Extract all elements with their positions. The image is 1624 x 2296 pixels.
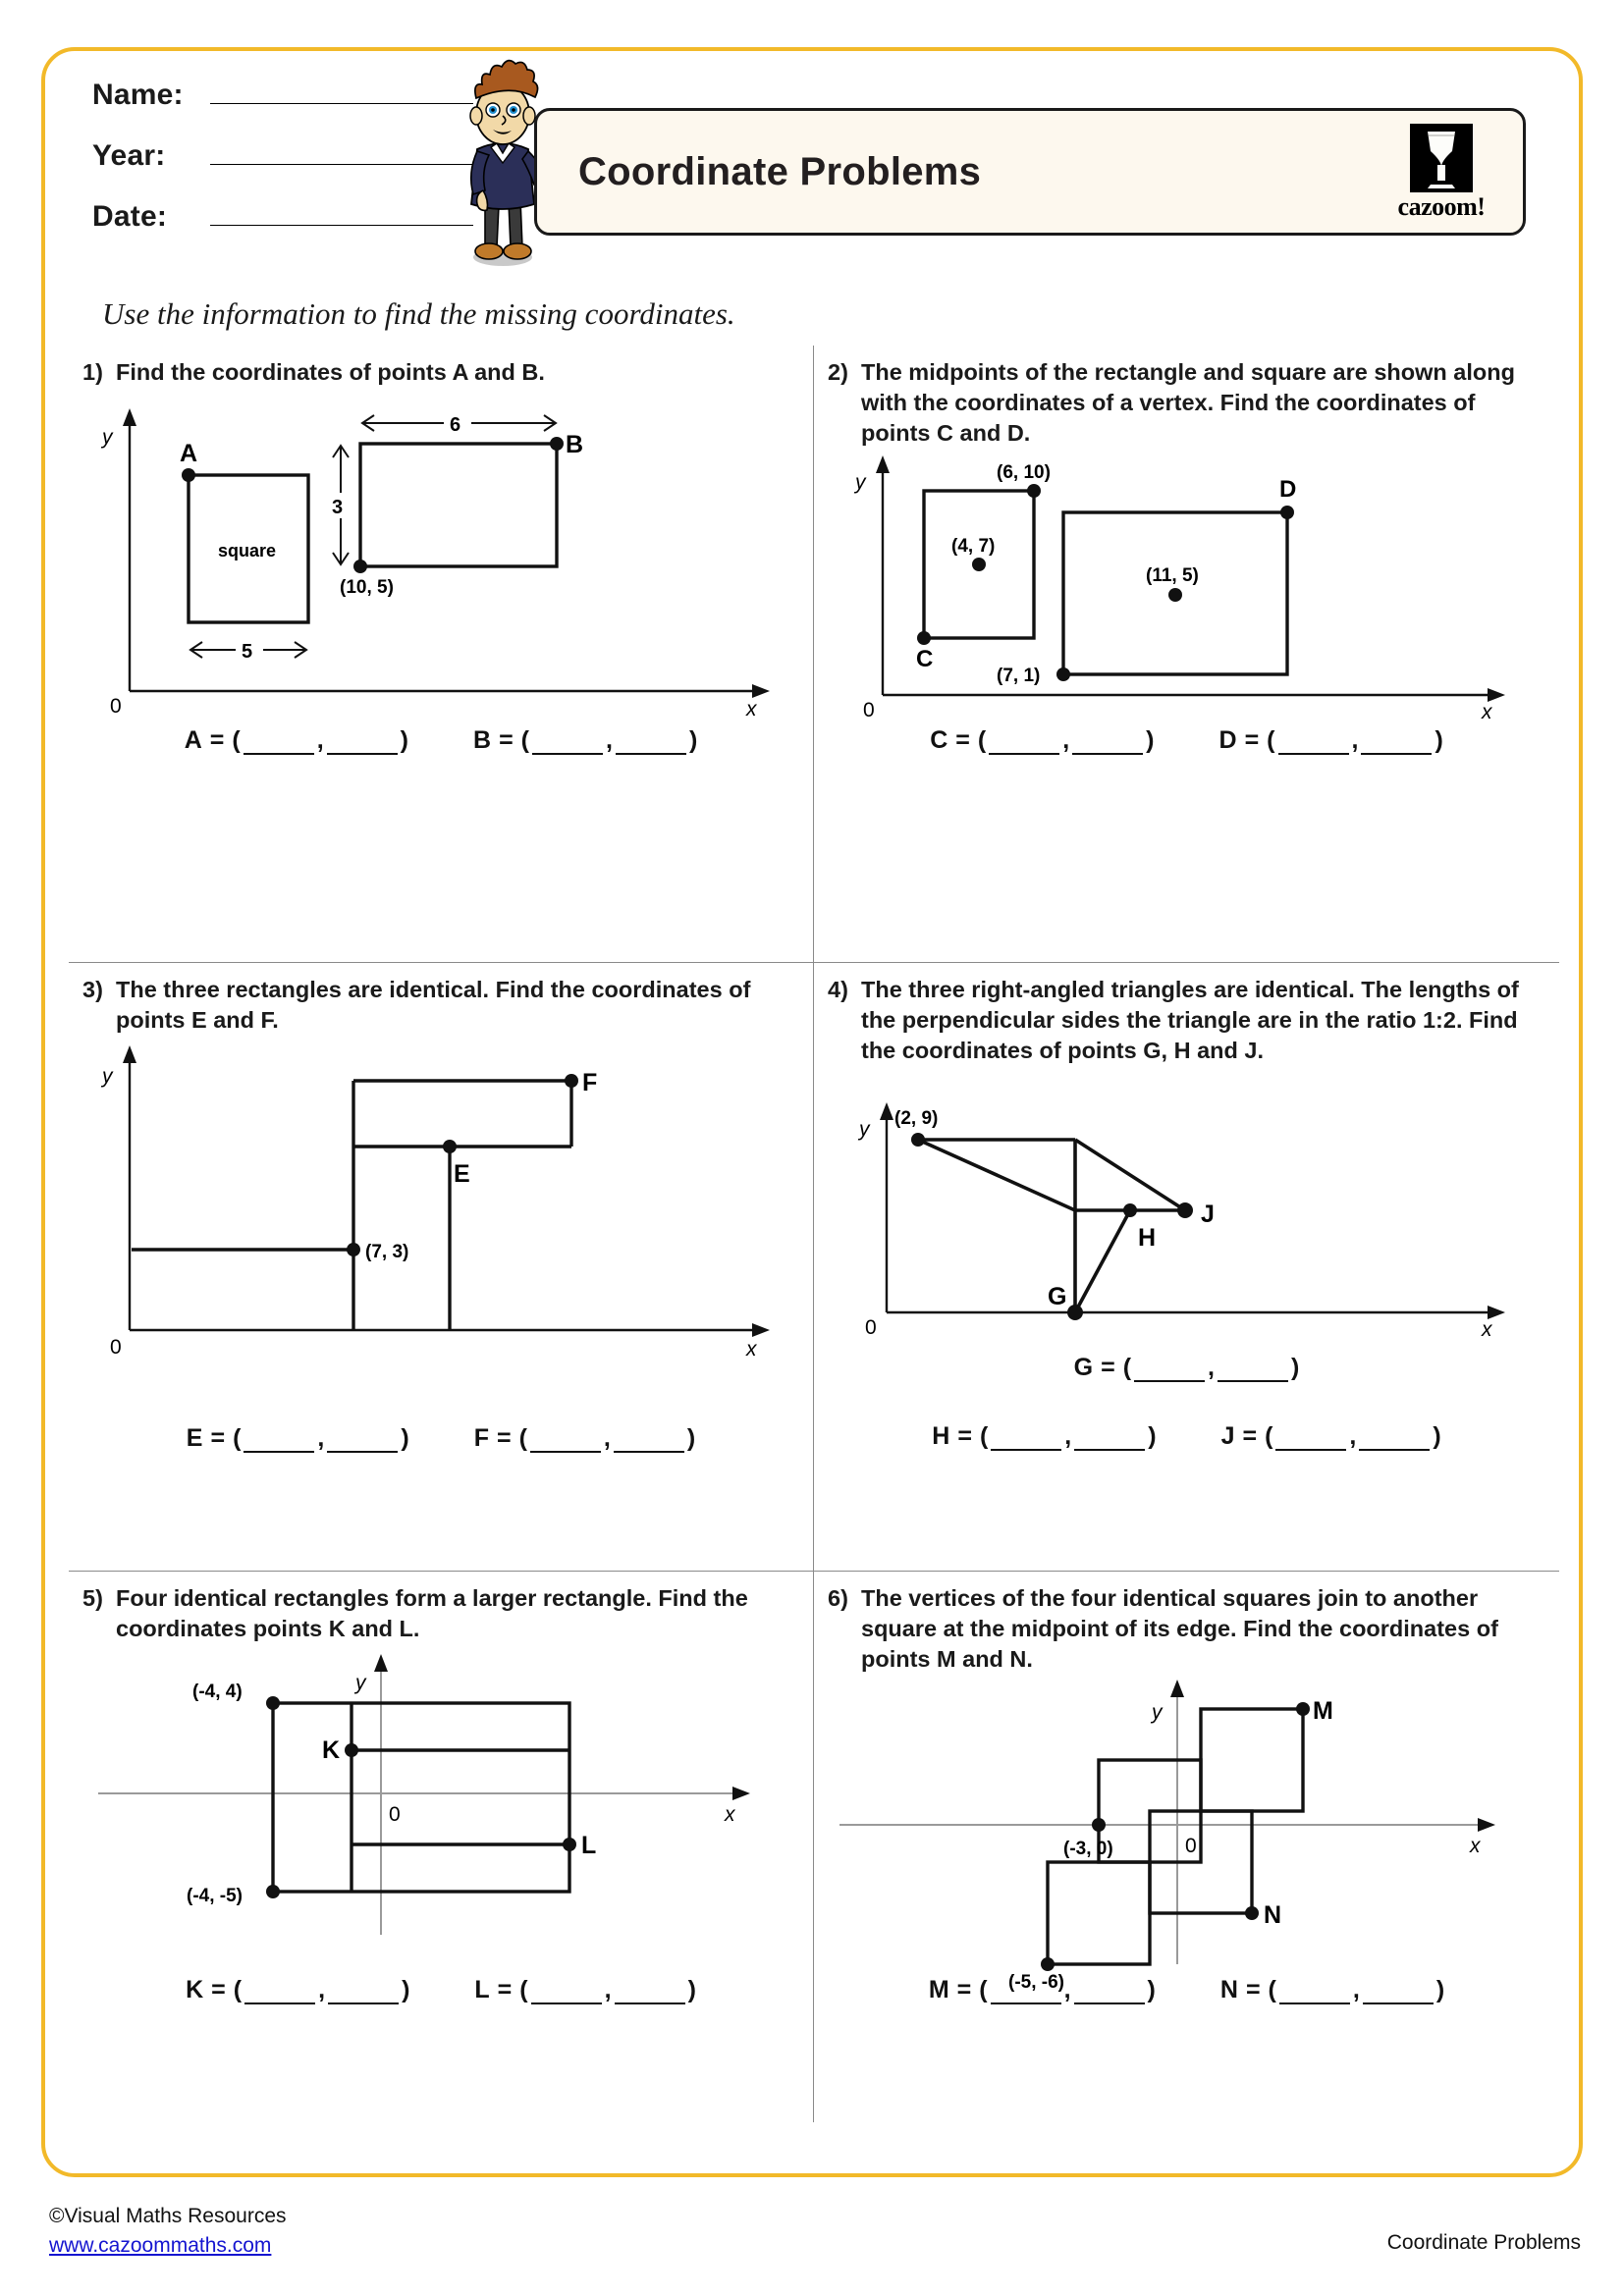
cazoom-logo-text: cazoom! [1397, 192, 1486, 221]
answer-j-label: J [1220, 1422, 1235, 1450]
answer-g-equals: = [1101, 1354, 1115, 1381]
answer-f-equals: = [496, 1424, 512, 1452]
answer-d-label: D [1218, 726, 1237, 754]
question-6-number: 6) [828, 1585, 848, 1611]
q2-point-d-label: D [1279, 476, 1297, 503]
answer-f[interactable]: F = ( , ) [473, 1424, 696, 1452]
q1-dim-5: 5 [242, 641, 253, 663]
question-2-number: 2) [828, 359, 848, 385]
answer-j[interactable]: J = ( , ) [1220, 1422, 1441, 1450]
answer-b-x-blank[interactable] [532, 733, 603, 755]
answer-e-x-blank[interactable] [244, 1431, 314, 1453]
answer-f-y-blank[interactable] [614, 1431, 684, 1453]
answer-m-y-blank[interactable] [1074, 1983, 1145, 2004]
question-row-1 [69, 346, 1559, 962]
question-1 [69, 346, 814, 962]
answer-h[interactable]: H = ( , ) [932, 1422, 1157, 1450]
answer-k-equals: = [211, 1976, 226, 2003]
q2-vertex-bottom-label: (7, 1) [997, 666, 1041, 686]
q1-x-axis-label: x [746, 698, 757, 721]
answer-c-equals: = [955, 726, 970, 754]
q1-point-a-label: A [180, 440, 198, 467]
q1-point-b-label: B [566, 431, 584, 458]
question-3-number: 3) [82, 977, 103, 1002]
answer-e-equals: = [210, 1424, 226, 1452]
q6-point-n-label: N [1264, 1901, 1282, 1929]
q1-dim-3: 3 [332, 497, 344, 518]
question-1-answers [69, 726, 813, 755]
q2-midpoint-large-label: (11, 5) [1146, 565, 1199, 586]
answer-g-x-blank[interactable] [1134, 1361, 1205, 1382]
website-link[interactable]: www.cazoommaths.com [49, 2234, 272, 2257]
question-2 [814, 346, 1559, 962]
page-title: Coordinate Problems [578, 149, 982, 193]
name-field-label: Name: [92, 79, 184, 111]
q1-vertex-label: (10, 5) [340, 577, 394, 598]
worksheet-header [45, 51, 1579, 296]
answer-d-equals: = [1244, 726, 1260, 754]
answer-e[interactable]: E = ( , ) [186, 1424, 409, 1452]
question-2-figure [814, 452, 1559, 721]
instruction-text: Use the information to find the missing coordinates. [102, 296, 735, 331]
question-1-number: 1) [82, 359, 103, 385]
answer-a-equals: = [209, 726, 225, 754]
date-field-row [92, 196, 473, 234]
q2-origin-label: 0 [863, 699, 875, 721]
question-6-figure [814, 1676, 1559, 1993]
answer-h-y-blank[interactable] [1074, 1429, 1145, 1451]
student-info-fields [92, 75, 473, 257]
q2-x-axis-label: x [1482, 701, 1492, 723]
question-2-text: The midpoints of the rectangle and square are shown along with the coordinates of a vertex. Find the coordinates of points C and D. [861, 359, 1515, 447]
question-5-answers [69, 1976, 813, 2004]
answer-l-equals: = [497, 1976, 513, 2003]
q4-origin-label: 0 [865, 1316, 877, 1339]
q3-x-axis-label: x [746, 1338, 757, 1361]
answer-g[interactable]: G = ( , ) [1073, 1354, 1300, 1381]
worksheet-footer [49, 2205, 1581, 2258]
question-6-answers [814, 1976, 1559, 2004]
answer-h-equals: = [957, 1422, 972, 1450]
answer-n-equals: = [1245, 1976, 1261, 2003]
date-field-label: Date: [92, 200, 168, 233]
answer-c-label: C [930, 726, 948, 754]
question-5-text: Four identical rectangles form a larger rectangle. Find the coordinates points K and L. [116, 1585, 748, 1642]
question-1-figure [69, 397, 813, 721]
answer-b-y-blank[interactable] [616, 733, 686, 755]
answer-g-y-blank[interactable] [1218, 1361, 1288, 1382]
answer-h-x-blank[interactable] [991, 1429, 1061, 1451]
question-3-answers [69, 1424, 813, 1453]
answer-n-x-blank[interactable] [1279, 1983, 1350, 2004]
answer-l-x-blank[interactable] [531, 1983, 602, 2004]
q6-vertex-left-label: (-3, 0) [1063, 1839, 1113, 1859]
question-3-text: The three rectangles are identical. Find the coordinates of points E and F. [116, 977, 751, 1034]
q5-point-l-label: L [581, 1832, 597, 1859]
q6-y-axis-label: y [1152, 1701, 1163, 1724]
answer-h-label: H [932, 1422, 950, 1450]
answer-l[interactable]: L = ( , ) [474, 1976, 696, 2003]
q5-origin-label: 0 [389, 1803, 401, 1826]
answer-m-equals: = [956, 1976, 972, 2003]
q5-point-k-label: K [322, 1736, 341, 1764]
title-banner [534, 108, 1526, 236]
q5-x-axis-label: x [725, 1803, 735, 1826]
year-field-row [92, 135, 473, 173]
answer-e-y-blank[interactable] [327, 1431, 398, 1453]
answer-e-label: E [186, 1424, 203, 1452]
answer-m-x-blank[interactable] [991, 1983, 1061, 2004]
question-row-3 [69, 1571, 1559, 2122]
question-4-number: 4) [828, 977, 848, 1002]
copyright-text: ©Visual Maths Resources [49, 2205, 287, 2227]
cazoom-logo [1387, 124, 1495, 220]
question-5 [69, 1572, 814, 2122]
question-3-figure [69, 1040, 813, 1363]
q4-point-g-label: G [1048, 1283, 1067, 1310]
q4-point-j-label: J [1201, 1201, 1215, 1228]
q4-y-axis-label: y [859, 1118, 870, 1141]
q1-dim-6: 6 [450, 414, 461, 436]
footer-title: Coordinate Problems [1386, 2231, 1581, 2254]
q4-x-axis-label: x [1482, 1318, 1492, 1341]
q1-y-axis-label: y [102, 426, 113, 449]
answer-b-equals: = [499, 726, 514, 754]
question-5-heading [82, 1583, 803, 1644]
q1-square-label: square [218, 541, 277, 561]
answer-a-label: A [184, 726, 202, 754]
answer-l-label: L [474, 1976, 490, 2003]
q6-origin-label: 0 [1185, 1835, 1197, 1857]
question-4-answers-row-2 [814, 1422, 1559, 1451]
question-3 [69, 963, 814, 1571]
question-4 [814, 963, 1559, 1571]
q2-point-c-label: C [916, 646, 934, 672]
question-2-heading [828, 357, 1549, 449]
answer-d-x-blank[interactable] [1278, 733, 1349, 755]
question-row-2 [69, 962, 1559, 1571]
q6-x-axis-label: x [1470, 1835, 1481, 1857]
answer-c-x-blank[interactable] [989, 733, 1059, 755]
question-4-heading [828, 975, 1549, 1066]
year-field-label: Year: [92, 139, 166, 172]
name-field-row [92, 75, 473, 112]
answer-a-y-blank[interactable] [327, 733, 398, 755]
question-5-figure [69, 1648, 813, 1943]
answer-k-x-blank[interactable] [244, 1983, 315, 2004]
question-5-number: 5) [82, 1585, 103, 1611]
question-4-text: The three right-angled triangles are identical. The lengths of the perpendicular sides the triangle are in the ratio 1:2. Find the coordinates of points G, H and J. [861, 977, 1519, 1064]
question-4-figure [814, 1100, 1559, 1346]
q1-origin-label: 0 [110, 695, 122, 718]
q6-point-m-label: M [1313, 1697, 1333, 1725]
answer-m[interactable]: M = ( , ) [928, 1976, 1156, 2003]
answer-n[interactable]: N = ( , ) [1219, 1976, 1445, 2003]
answer-d-y-blank[interactable] [1361, 733, 1432, 755]
answer-j-y-blank[interactable] [1359, 1429, 1430, 1451]
answer-a-x-blank[interactable] [244, 733, 314, 755]
question-6 [814, 1572, 1559, 2122]
question-1-heading [82, 357, 803, 388]
answer-m-label: M [928, 1976, 949, 2003]
q3-origin-label: 0 [110, 1336, 122, 1359]
q4-vertex-label: (2, 9) [894, 1108, 939, 1129]
q3-point-e-label: E [454, 1160, 470, 1188]
answer-d[interactable]: D = ( , ) [1218, 726, 1443, 754]
answer-b[interactable]: B = ( , ) [473, 726, 698, 754]
q5-y-axis-label: y [355, 1672, 366, 1694]
question-2-answers [814, 726, 1559, 755]
answer-f-x-blank[interactable] [530, 1431, 601, 1453]
answer-a[interactable]: A = ( , ) [184, 726, 408, 754]
question-4-answers-row-1 [814, 1354, 1559, 1382]
answer-g-label: G [1073, 1354, 1094, 1381]
q6-vertex-bottom-label: (-5, -6) [1008, 1972, 1064, 1993]
answer-f-label: F [473, 1424, 489, 1452]
q2-y-axis-label: y [855, 471, 866, 494]
question-6-heading [828, 1583, 1549, 1675]
answer-n-label: N [1219, 1976, 1238, 2003]
q4-point-h-label: H [1138, 1224, 1157, 1252]
answer-j-x-blank[interactable] [1275, 1429, 1346, 1451]
answer-c-y-blank[interactable] [1072, 733, 1143, 755]
q3-vertex-label: (7, 3) [365, 1242, 409, 1262]
answer-k[interactable]: K = ( , ) [186, 1976, 410, 2003]
question-1-text: Find the coordinates of points A and B. [116, 359, 545, 385]
q2-vertex-top-label: (6, 10) [997, 462, 1051, 483]
answer-l-y-blank[interactable] [615, 1983, 685, 2004]
q3-point-f-label: F [582, 1069, 598, 1096]
q5-vertex-bottom-label: (-4, -5) [187, 1886, 243, 1906]
answer-k-y-blank[interactable] [328, 1983, 399, 2004]
answer-b-label: B [473, 726, 492, 754]
answer-c[interactable]: C = ( , ) [930, 726, 1155, 754]
hourglass-goblet-icon [1410, 124, 1473, 192]
question-6-text: The vertices of the four identical squares join to another square at the midpoint of its edge. Find the coordinates of points M and N. [861, 1585, 1498, 1673]
questions-grid [69, 346, 1559, 2122]
q5-vertex-top-label: (-4, 4) [192, 1682, 243, 1702]
answer-j-equals: = [1242, 1422, 1258, 1450]
worksheet-sheet [41, 47, 1583, 2177]
q3-y-axis-label: y [102, 1065, 113, 1088]
question-3-heading [82, 975, 803, 1036]
answer-k-label: K [186, 1976, 204, 2003]
answer-n-y-blank[interactable] [1363, 1983, 1434, 2004]
q2-midpoint-small-label: (4, 7) [951, 536, 996, 557]
